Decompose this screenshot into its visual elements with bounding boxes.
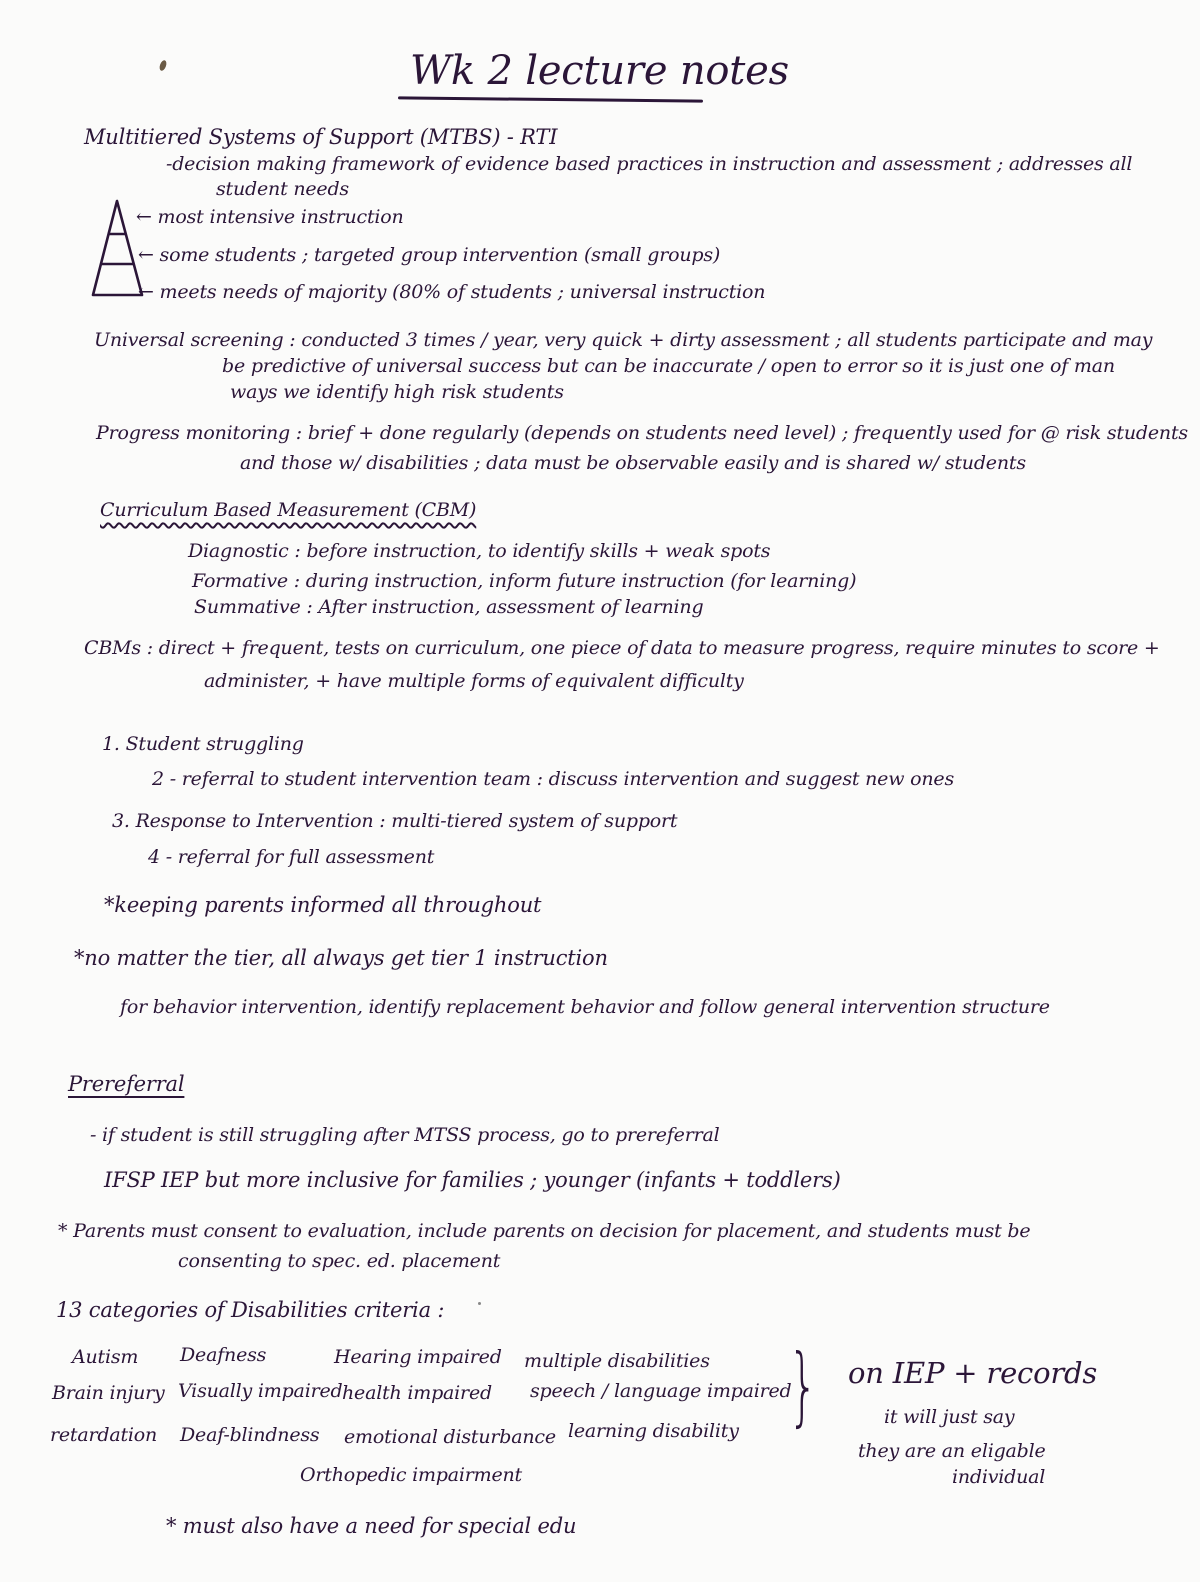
category-item: multiple disabilities	[524, 1350, 710, 1372]
category-item: Hearing impaired	[334, 1346, 502, 1368]
mtss-definition-line-1: -decision making framework of evidence based practices in instruction and assessment ; addresses all	[166, 153, 1133, 175]
step-1: 1. Student struggling	[102, 733, 304, 755]
category-item: speech / language impaired	[530, 1380, 792, 1402]
step-4: 4 - referral for full assessment	[148, 846, 435, 868]
category-item: retardation	[50, 1424, 158, 1446]
step-3: 3. Response to Intervention : multi-tiered system of support	[112, 810, 678, 832]
universal-screening-line-2: be predictive of universal success but can be inaccurate / open to error so it is just one of man	[222, 355, 1115, 377]
cbms-line-2: administer, + have multiple forms of equivalent difficulty	[204, 670, 744, 692]
tier-3-note: ← most intensive instruction	[136, 206, 404, 228]
universal-screening-line-3: ways we identify high risk students	[230, 381, 564, 403]
cbm-heading: Curriculum Based Measurement (CBM)	[100, 499, 477, 521]
note-behavior-intervention: for behavior intervention, identify replacement behavior and follow general intervention structure	[120, 996, 1050, 1018]
page-title: Wk 2 lecture notes	[410, 48, 789, 94]
prereferral-heading: Prereferral	[68, 1072, 185, 1096]
side-note-line-2: they are an eligable	[858, 1440, 1046, 1462]
ink-dot	[478, 1302, 481, 1305]
parents-consent-line-1: * Parents must consent to evaluation, include parents on decision for placement, and students must be	[58, 1220, 1031, 1242]
iep-records-note: on IEP + records	[848, 1356, 1098, 1390]
step-2: 2 - referral to student intervention team : discuss intervention and suggest new ones	[152, 768, 955, 790]
category-item: learning disability	[568, 1420, 739, 1442]
curly-brace: }	[788, 1336, 818, 1436]
category-item: emotional disturbance	[344, 1426, 556, 1448]
tier-1-note: ← meets needs of majority (80% of students ; universal instruction	[138, 281, 766, 303]
category-item: Visually impaired	[178, 1380, 343, 1402]
universal-screening-line-1: Universal screening : conducted 3 times / year, very quick + dirty assessment ; all students participate and may	[94, 329, 1153, 351]
ifsp-line: IFSP IEP but more inclusive for families ; younger (infants + toddlers)	[104, 1168, 841, 1192]
parents-consent-line-2: consenting to spec. ed. placement	[178, 1250, 501, 1272]
cbm-summative: Summative : After instruction, assessment of learning	[194, 596, 704, 618]
side-note-line-3: individual	[952, 1466, 1046, 1488]
special-edu-note: * must also have a need for special edu	[166, 1514, 577, 1538]
category-item: Autism	[72, 1346, 139, 1368]
cbms-line-1: CBMs : direct + frequent, tests on curriculum, one piece of data to measure progress, require minutes to score +	[84, 637, 1160, 659]
category-item: Deaf-blindness	[180, 1424, 320, 1446]
progress-monitoring-line-2: and those w/ disabilities ; data must be observable easily and is shared w/ students	[240, 452, 1026, 474]
note-tier-1: *no matter the tier, all always get tier 1 instruction	[74, 946, 608, 970]
progress-monitoring-line-1: Progress monitoring : brief + done regularly (depends on students need level) ; frequently used for @ risk students	[96, 422, 1188, 444]
cbm-diagnostic: Diagnostic : before instruction, to identify skills + weak spots	[188, 540, 771, 562]
note-parents-informed: *keeping parents informed all throughout	[104, 893, 542, 917]
tier-2-note: ← some students ; targeted group intervention (small groups)	[138, 244, 721, 266]
category-item: Deafness	[180, 1344, 267, 1366]
categories-heading: 13 categories of Disabilities criteria :	[56, 1298, 445, 1322]
cbm-formative: Formative : during instruction, inform future instruction (for learning)	[192, 570, 857, 592]
category-item: health impaired	[342, 1382, 492, 1404]
ink-smudge	[158, 59, 167, 71]
side-note-line-1: it will just say	[884, 1406, 1015, 1428]
category-item: Brain injury	[52, 1382, 165, 1404]
category-item: Orthopedic impairment	[300, 1464, 522, 1486]
mtss-definition-line-2: student needs	[216, 178, 349, 200]
mtss-heading: Multitiered Systems of Support (MTBS) - RTI	[84, 125, 558, 149]
prereferral-line-1: - if student is still struggling after MTSS process, go to prereferral	[90, 1124, 720, 1146]
title-underline	[398, 96, 703, 102]
